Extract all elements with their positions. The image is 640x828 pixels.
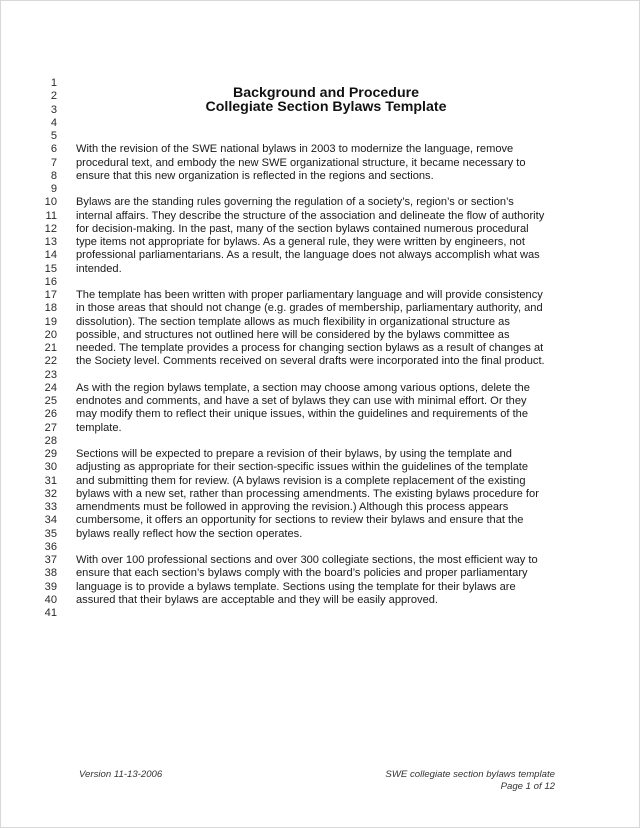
document-line (1, 501, 640, 514)
line-number: 15 (44, 262, 57, 275)
line-number: 8 (50, 169, 57, 182)
line-number: 36 (44, 540, 57, 553)
line-number: 32 (44, 487, 57, 500)
document-line (1, 475, 640, 488)
document-subtitle: Collegiate Section Bylaws Template (205, 98, 447, 115)
document-line (1, 249, 640, 262)
document-line (1, 210, 640, 223)
line-number: 2 (50, 90, 57, 103)
document-line (1, 117, 640, 130)
line-text: internal affairs. They describe the structure of the association and delineate the flow of authority (76, 209, 545, 222)
line-number: 11 (45, 209, 57, 222)
line-number: 18 (44, 302, 57, 315)
line-text: and submitting them for review. (A bylaws revision is a complete replacement of the existing (76, 474, 526, 487)
document-line (1, 541, 640, 554)
line-text: ensure that this new organization is reflected in the regions and sections. (76, 169, 434, 182)
line-text: The template has been written with proper parliamentary language and will provide consistency (76, 289, 543, 301)
line-text: adjusting as appropriate for their section-specific issues within the guidelines of the template (76, 461, 529, 474)
document-line (1, 157, 640, 170)
line-number: 29 (44, 448, 57, 460)
document-line (1, 236, 640, 249)
document-line (1, 183, 640, 196)
document-line (1, 223, 640, 236)
line-text: cumbersome, it offers an opportunity for sections to review their bylaws and ensure that the (76, 514, 524, 527)
document-line (1, 581, 640, 594)
line-number: 1 (50, 77, 57, 89)
footer-doc-name: SWE collegiate section bylaws template (385, 769, 555, 780)
line-number: 33 (44, 501, 57, 513)
footer-right-block (385, 769, 555, 793)
document-line (1, 395, 640, 408)
document-line (1, 143, 640, 156)
document-line (1, 594, 640, 607)
line-text: dissolution). The section template allows as much flexibility in organizational structure as (76, 315, 510, 328)
document-line (1, 382, 640, 395)
line-text: procedural text, and embody the new SWE organizational structure, it became necessary to (76, 156, 526, 169)
line-number: 27 (44, 421, 57, 434)
line-text: the Society level. Comments received on several drafts were incorporated into the final product. (76, 355, 545, 368)
document-line (1, 130, 640, 143)
document-line (1, 607, 640, 620)
document-line (1, 342, 640, 355)
line-number: 34 (44, 514, 57, 527)
document-line (1, 170, 640, 183)
line-number: 37 (44, 554, 57, 566)
document-title: Background and Procedure (232, 85, 420, 102)
document-line (1, 461, 640, 474)
footer-version: Version 11-13-2006 (79, 769, 163, 780)
document-line (1, 289, 640, 302)
line-number: 9 (50, 183, 57, 195)
line-number: 39 (44, 580, 57, 593)
line-text: bylaws with a new set, rather than processing amendments. The existing bylaws procedure for (76, 487, 539, 500)
line-text: may modify them to reflect their unique issues, within the guidelines and requirements of the (76, 408, 528, 421)
line-text: Sections will be expected to prepare a revision of their bylaws, by using the template and (76, 448, 512, 460)
line-number: 17 (44, 289, 57, 301)
line-number: 13 (44, 236, 57, 248)
line-text: for decision-making. In the past, many of the section bylaws contained numerous procedural (76, 222, 529, 235)
document-line (1, 567, 640, 580)
line-number: 28 (44, 434, 57, 447)
line-text: With the revision of the SWE national bylaws in 2003 to modernize the language, remove (76, 143, 514, 156)
line-number: 6 (50, 143, 57, 156)
line-text: amendments must be followed in approving the revision.) Although this process appears (76, 501, 509, 513)
line-number: 30 (44, 461, 57, 474)
line-text: language is to provide a bylaws template. Sections using the template for their bylaws are (76, 580, 516, 593)
document-line (1, 302, 640, 315)
document-line (1, 488, 640, 501)
line-number: 35 (44, 527, 57, 540)
line-number: 41 (44, 607, 57, 619)
document-line (1, 435, 640, 448)
document-line (1, 316, 640, 329)
document-line (1, 408, 640, 421)
line-number: 22 (44, 355, 57, 368)
line-text: possible, and structures not outlined here will be considered by the bylaws committee as (76, 328, 510, 341)
line-number: 25 (44, 395, 57, 407)
line-number: 10 (44, 196, 57, 209)
line-number: 14 (44, 249, 57, 262)
document-line (1, 263, 640, 276)
line-text: assured that their bylaws are acceptable and they will be easily approved. (76, 593, 438, 606)
line-number: 12 (44, 222, 57, 235)
document-line (1, 448, 640, 461)
document-line (1, 355, 640, 368)
line-number: 24 (44, 381, 57, 394)
line-text: needed. The template provides a process for changing section bylaws as a result of changes at (76, 342, 544, 354)
line-text: As with the region bylaws template, a section may choose among various options, delete the (76, 381, 530, 394)
line-text: Bylaws are the standing rules governing the regulation of a society’s, region’s or section’s (76, 196, 514, 209)
line-number: 19 (44, 315, 57, 328)
document-line (1, 196, 640, 209)
line-text: professional parliamentarians. As a result, the language does not always accomplish what was (76, 249, 540, 262)
line-text: in those areas that should not change (e.g. grades of membership, parliamentary authority, and (76, 302, 543, 315)
line-text: ensure that each section’s bylaws comply with the board’s policies and proper parliamentary (76, 567, 528, 580)
document-line (1, 329, 640, 342)
document-line (1, 422, 640, 435)
line-text: type items not appropriate for bylaws. As a general rule, they were written by engineers, not (76, 236, 525, 248)
line-text: intended. (76, 262, 122, 275)
document-line (1, 98, 640, 117)
document-line (1, 276, 640, 289)
line-number: 16 (44, 275, 57, 288)
line-number: 21 (44, 342, 57, 354)
line-number: 26 (44, 408, 57, 421)
line-number: 38 (44, 567, 57, 580)
document-line (1, 528, 640, 541)
line-number: 3 (50, 103, 57, 116)
line-number: 5 (50, 130, 57, 142)
footer-page-number: Page 1 of 12 (500, 781, 555, 792)
document-line (1, 554, 640, 567)
line-text: endnotes and comments, and have a set of bylaws they can use with minimal effort. Or they (76, 395, 527, 407)
document-line (1, 514, 640, 527)
line-number: 23 (44, 368, 57, 381)
line-text: bylaws really reflect how the section operates. (76, 527, 303, 540)
line-number: 40 (44, 593, 57, 606)
line-number: 4 (50, 116, 57, 129)
line-text: With over 100 professional sections and over 300 collegiate sections, the most efficient way to (76, 554, 538, 566)
line-number: 7 (50, 156, 57, 169)
line-number: 31 (44, 474, 57, 487)
line-text: template. (76, 421, 122, 434)
line-number: 20 (44, 328, 57, 341)
document-line (1, 369, 640, 382)
